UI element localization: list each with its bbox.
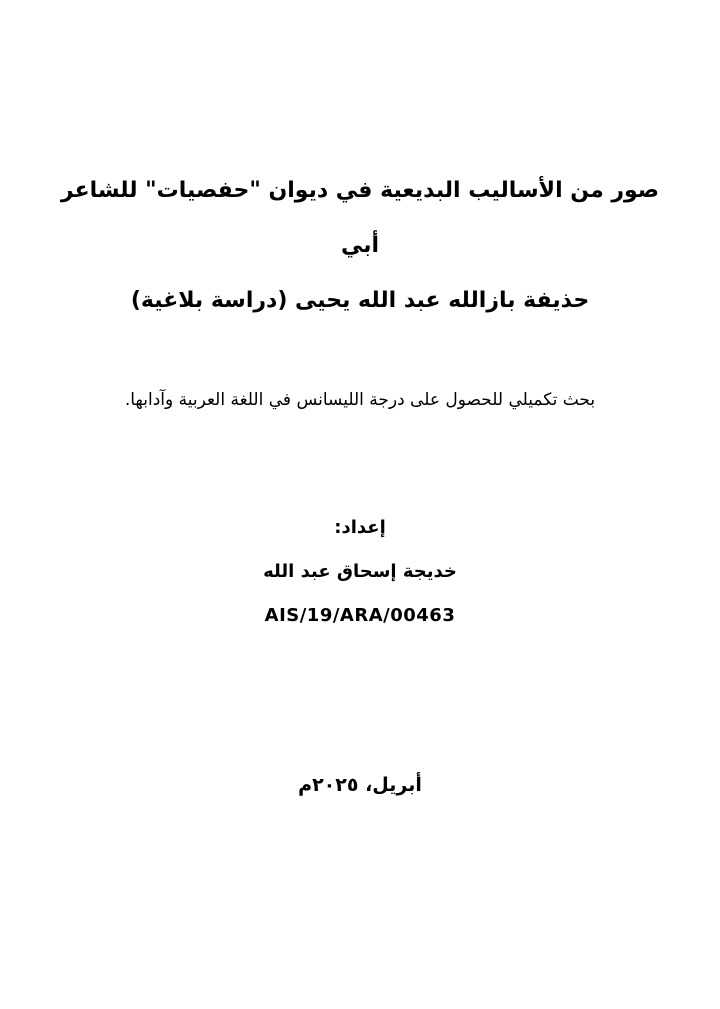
thesis-title <box>40 163 680 328</box>
degree-statement: بحث تكميلي للحصول على درجة الليسانس في اللغة العربية وآدابها. <box>124 390 596 410</box>
thesis-title-line2: حذيفة بازالله عبد الله يحيى (دراسة بلاغية) <box>130 288 590 313</box>
publication-date: أبريل، ٢٠٢٥م <box>298 774 422 796</box>
prepared-by-label: إعداد: <box>334 517 386 538</box>
thesis-title-line1: صور من الأساليب البديعية في ديوان "حفصيات" للشاعر أبي <box>60 178 660 258</box>
author-name: خديجة إسحاق عبد الله <box>263 561 457 582</box>
student-id: AIS/19/ARA/00463 <box>264 605 456 626</box>
preparation-block <box>40 506 680 638</box>
